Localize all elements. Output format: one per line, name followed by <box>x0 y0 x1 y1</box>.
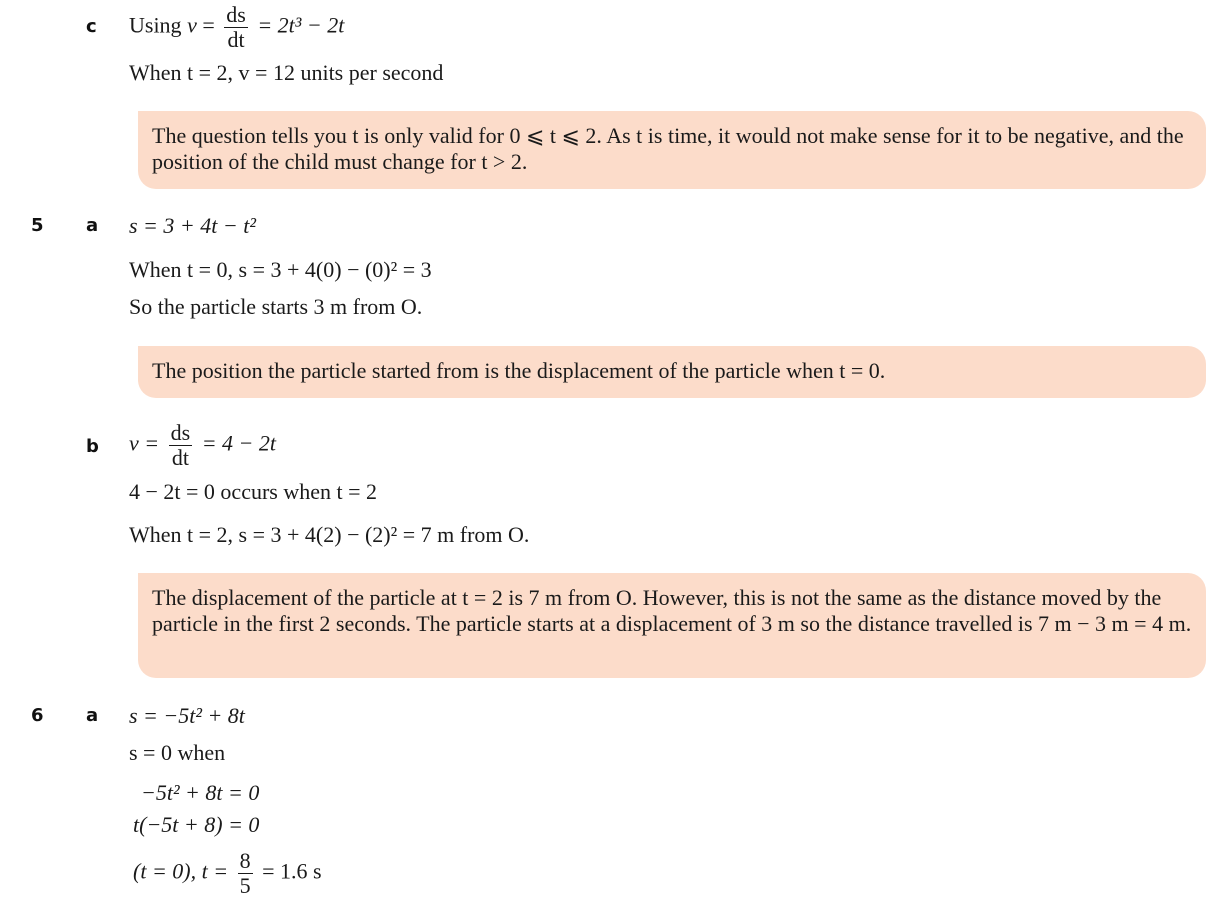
question-number-6: 6 <box>31 705 44 726</box>
substitution-line-5a: When t = 0, s = 3 + 4(0) − (0)² = 3 <box>129 257 432 282</box>
equals: = <box>196 12 221 38</box>
frac-numerator: ds <box>170 420 191 445</box>
fraction-ds-dt <box>224 4 248 51</box>
frac-numerator: 8 <box>239 848 251 873</box>
factorised-line-6a: t(−5t + 8) = 0 <box>133 812 260 837</box>
frac-numerator: ds <box>226 2 246 27</box>
equation-rhs: = 4 − 2t <box>196 430 276 456</box>
solution-line-6a <box>133 850 322 897</box>
equation-rhs: = 2t³ − 2t <box>251 12 345 38</box>
zero-velocity-line-5b: 4 − 2t = 0 occurs when t = 2 <box>129 479 378 504</box>
solution-rhs: = 1.6 s <box>256 858 322 884</box>
displacement-line-5b: When t = 2, s = 3 + 4(2) − (2)² = 7 m from O. <box>129 522 530 547</box>
solution-lhs: (t = 0), t = <box>133 858 234 884</box>
equation-lhs: v = <box>129 430 165 456</box>
hint-callout-4c: The question tells you t is only valid for 0 ⩽ t ⩽ 2. As t is time, it would not make sense for it to be negative, and the position of the child must change for t > 2. <box>138 111 1206 189</box>
fraction-ds-dt <box>169 422 193 469</box>
equation-velocity-5b <box>129 422 276 469</box>
condition-line-6a: s = 0 when <box>129 740 226 765</box>
fraction-8-5 <box>238 850 253 897</box>
frac-denominator: dt <box>171 445 189 470</box>
result-line-4c: When t = 2, v = 12 units per second <box>129 60 444 85</box>
equation-displacement-5a: s = 3 + 4t − t² <box>129 213 256 238</box>
equation-velocity-4c <box>129 4 344 51</box>
frac-denominator: dt <box>227 27 245 52</box>
hint-callout-5b: The displacement of the particle at t = 2 is 7 m from O. However, this is not the same as the distance moved by the particle in the first 2 seconds. The particle starts at a displacement of 3 m so the distance travelled is 7 m − 3 m = 4 m. <box>138 573 1206 678</box>
conclusion-line-5a: So the particle starts 3 m from O. <box>129 294 423 319</box>
equation-displacement-6a: s = −5t² + 8t <box>129 703 245 728</box>
question-number-5: 5 <box>31 215 44 236</box>
quadratic-line-6a: −5t² + 8t = 0 <box>141 780 260 805</box>
text-using: Using <box>129 12 188 38</box>
var-v: v <box>187 12 197 38</box>
frac-denominator: 5 <box>239 873 251 898</box>
hint-callout-5a: The position the particle started from is the displacement of the particle when t = 0. <box>138 346 1206 398</box>
part-label-4c: c <box>86 16 97 37</box>
part-label-6a: a <box>86 705 99 726</box>
part-label-5a: a <box>86 215 99 236</box>
part-label-5b: b <box>86 436 99 457</box>
